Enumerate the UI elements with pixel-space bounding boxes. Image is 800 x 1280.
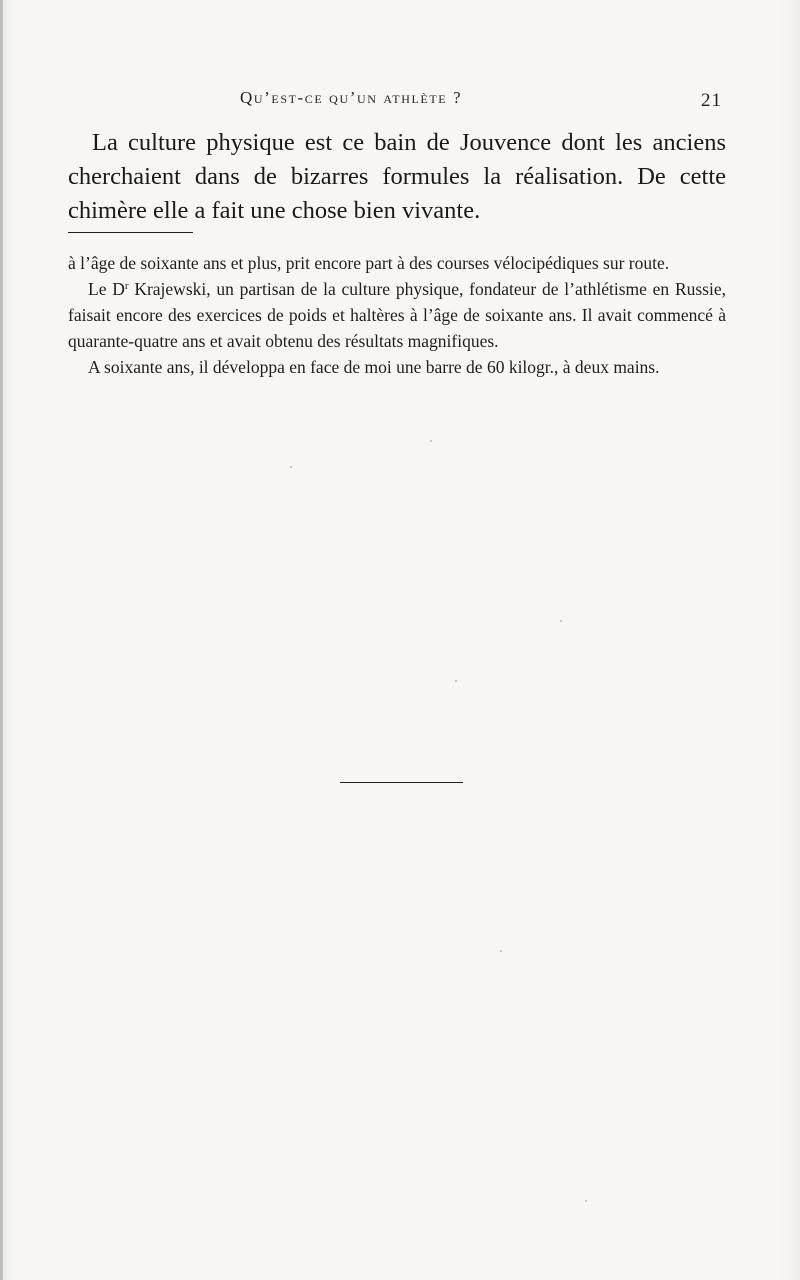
page-binding-edge [0,0,3,1280]
chapter-end-rule [340,782,463,783]
page-number: 21 [701,90,722,111]
paper-speck [560,620,562,622]
footnote-krajewski-rest: Krajewski, un partisan de la culture physique, fondateur de l’athlétisme en Russie, faisait encore des exercices de poids et haltères à l’âge de soixante ans. Il avait commencé à quarante-quatre ans et avait obtenu des résultats magnifiques. [68,279,726,351]
footnote-krajewski [68,276,726,354]
footnote-continuation: à l’âge de soixante ans et plus, prit encore part à des courses vélocipédiques sur route. [68,253,670,273]
footnote-krajewski-start: Le D [88,279,125,299]
running-title: Qu’est-ce qu’un athlète ? [240,88,463,107]
footnote-barbell: A soixante ans, il développa en face de moi une barre de 60 kilogr., à deux mains. [88,357,660,377]
running-head [0,88,800,114]
paper-speck [585,1200,587,1202]
paper-speck [500,950,502,952]
paper-speck [455,680,457,682]
footnotes [68,250,726,380]
footnote-separator-rule [68,232,193,233]
body-paragraph: La culture physique est ce bain de Jouvence dont les anciens cherchaient dans de bizarres formules la réalisation. De cette chimère elle a fait une chose bien vivante. [68,129,726,224]
paper-speck [430,440,432,442]
footnote-krajewski-superscript: r [124,280,129,292]
paper-speck [290,466,292,468]
